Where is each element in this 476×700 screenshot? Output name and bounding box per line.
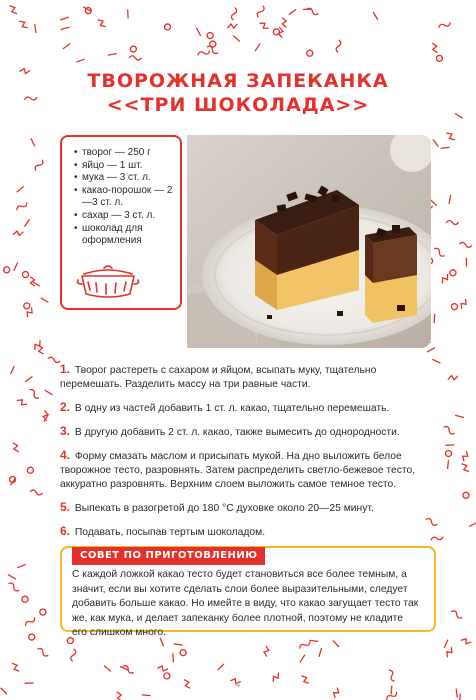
decorative-squiggle <box>63 44 69 49</box>
decorative-squiggle <box>27 633 35 641</box>
step-number: 3. <box>60 424 71 438</box>
step-text: Выпекать в разогретой до 180 °С духовке около 20—25 минут. <box>74 503 374 514</box>
page-number: 4 <box>235 680 241 689</box>
decorative-squiggle <box>104 666 110 671</box>
decorative-squiggle <box>332 688 341 698</box>
decorative-squiggle <box>435 54 443 62</box>
decorative-squiggle <box>231 8 237 21</box>
decorative-squiggle <box>45 390 52 394</box>
decorative-squiggle <box>319 649 321 657</box>
ingredient-item: • сахар — 3 ст. л. <box>74 210 174 223</box>
decorative-squiggle <box>451 303 458 310</box>
ingredients-list <box>74 147 174 248</box>
decorative-squiggle <box>142 695 150 696</box>
decorative-squiggle <box>31 139 35 146</box>
decorative-squiggle <box>70 649 76 661</box>
decorative-squiggle <box>174 644 182 645</box>
decorative-squiggle <box>441 147 449 148</box>
decorative-squiggle <box>445 450 452 457</box>
step-number: 6. <box>60 524 71 538</box>
decorative-squiggle <box>459 299 468 308</box>
decorative-squiggle <box>427 348 434 352</box>
decorative-squiggle <box>433 140 438 146</box>
decorative-squiggle <box>282 18 286 27</box>
decorative-squiggle <box>228 24 237 28</box>
decorative-squiggle <box>306 50 313 57</box>
decorative-squiggle <box>218 664 224 670</box>
decorative-squiggle <box>336 40 341 52</box>
recipe-title-line1: ТВОРОЖНАЯ ЗАПЕКАНКА <box>87 70 389 92</box>
decorative-squiggle <box>431 200 437 206</box>
decorative-squiggle <box>48 357 61 364</box>
decorative-squiggle <box>310 640 318 641</box>
decorative-squiggle <box>22 271 29 278</box>
decorative-squiggle <box>14 263 18 270</box>
decorative-squiggle <box>163 672 171 680</box>
recipe-title-line2: <<ТРИ ШОКОЛАДА>> <box>106 94 370 116</box>
decorative-squiggle <box>438 21 451 29</box>
decorative-squiggle <box>158 665 168 673</box>
decorative-squiggle <box>456 415 464 417</box>
step-item <box>60 448 440 492</box>
decorative-squiggle <box>35 25 36 33</box>
decorative-squiggle <box>34 159 44 171</box>
decorative-squiggle <box>373 13 377 20</box>
decorative-squiggle <box>16 201 28 211</box>
decorative-squiggle <box>462 491 470 499</box>
decorative-squiggle <box>23 302 31 310</box>
decorative-squiggle <box>448 461 449 469</box>
decorative-squiggle <box>445 648 454 657</box>
decorative-squiggle <box>289 10 296 15</box>
decorative-squiggle <box>129 56 141 61</box>
decorative-squiggle <box>306 7 319 15</box>
tip-title: СОВЕТ ПО ПРИГОТОВЛЕНИЮ <box>72 547 265 565</box>
step-text: Творог растереть с сахаром и яйцом, всыпать муку, тщательно перемешать. Разделить массу на три равные части. <box>60 365 377 390</box>
decorative-squiggle <box>17 187 23 192</box>
decorative-squiggle <box>433 43 437 52</box>
decorative-squiggle <box>9 575 16 579</box>
decorative-squiggle <box>37 647 49 657</box>
decorative-squiggle <box>3 266 10 273</box>
decorative-squiggle <box>447 131 454 141</box>
step-item <box>60 524 440 540</box>
decorative-squiggle <box>61 27 69 29</box>
decorative-squiggle <box>459 242 472 248</box>
baking-dish-icon <box>76 256 140 302</box>
step-item <box>60 424 440 440</box>
step-item <box>60 400 440 416</box>
ingredient-item: • творог — 250 г <box>74 147 174 160</box>
decorative-squiggle <box>41 298 48 302</box>
decorative-squiggle <box>24 616 36 627</box>
decorative-squiggle <box>38 345 43 354</box>
step-number: 2. <box>60 400 71 414</box>
step-number: 4. <box>60 448 71 462</box>
decorative-squiggle <box>25 220 29 227</box>
decorative-squiggle <box>163 23 171 31</box>
ingredient-item: • мука — 3 ст. л. <box>74 172 174 185</box>
decorative-squiggle <box>449 269 457 277</box>
step-item <box>60 500 440 516</box>
decorative-squiggle <box>108 54 116 56</box>
decorative-squiggle <box>433 247 445 257</box>
decorative-squiggle <box>11 366 14 373</box>
decorative-squiggle <box>8 582 20 592</box>
decorative-squiggle <box>13 230 23 236</box>
cake-photo <box>187 135 431 348</box>
ingredient-item: • какао-порошок — 2—3 ст. л. <box>74 185 174 210</box>
tip-box <box>60 546 436 638</box>
decorative-squiggle <box>255 44 259 51</box>
decorative-squiggle <box>98 18 105 28</box>
decorative-squiggle <box>29 388 40 399</box>
decorative-squiggle <box>470 523 476 526</box>
decorative-squiggle <box>461 452 470 462</box>
decorative-squiggle <box>13 443 18 452</box>
decorative-squiggle <box>179 649 187 657</box>
decorative-squiggle <box>446 221 458 225</box>
decorative-squiggle <box>443 425 455 435</box>
decorative-squiggle <box>300 655 304 662</box>
step-number: 1. <box>60 362 71 376</box>
decorative-squiggle <box>256 5 265 18</box>
decorative-squiggle <box>129 45 137 53</box>
decorative-squiggle <box>17 398 26 407</box>
ingredient-item: • яйцо — 1 шт. <box>74 160 174 173</box>
decorative-squiggle <box>449 195 451 203</box>
decorative-squiggle <box>456 689 457 697</box>
decorative-squiggle <box>30 489 43 495</box>
step-text: В одну из частей добавить 1 ст. л. какао, тщательно перемешать. <box>74 403 390 414</box>
decorative-squiggle <box>77 59 85 62</box>
ingredient-item: • шоколад для оформления <box>74 223 174 248</box>
decorative-squiggle <box>18 565 25 568</box>
decorative-squiggle <box>197 49 210 57</box>
decorative-squiggle <box>22 596 28 602</box>
decorative-squiggle <box>121 667 128 670</box>
decorative-squiggle <box>263 646 270 656</box>
decorative-squiggle <box>234 36 240 41</box>
decorative-squiggle <box>206 32 214 40</box>
decorative-squiggle <box>333 641 338 647</box>
decorative-squiggle <box>462 463 468 473</box>
decorative-squiggle <box>444 640 447 647</box>
decorative-squiggle <box>1 688 7 694</box>
step-item <box>60 362 440 392</box>
decorative-squiggle <box>451 610 463 620</box>
step-number: 5. <box>60 500 71 514</box>
decorative-squiggle <box>260 21 268 31</box>
decorative-squiggle <box>39 608 47 616</box>
decorative-squiggle <box>27 467 34 474</box>
decorative-squiggle <box>12 662 18 672</box>
decorative-squiggle <box>10 5 16 15</box>
step-text: В другую добавить 2 ст. л. какао, также вымесить до однородности. <box>74 427 400 438</box>
decorative-squiggle <box>460 694 461 700</box>
decorative-squiggle <box>440 275 450 283</box>
decorative-squiggle <box>117 692 122 700</box>
decorative-squiggle <box>197 28 201 35</box>
decorative-squiggle <box>448 375 457 380</box>
decorative-squiggle <box>61 17 69 19</box>
decorative-squiggle <box>20 20 27 30</box>
steps-list <box>60 362 440 548</box>
decorative-squiggle <box>299 640 311 650</box>
decorative-squiggle <box>26 377 32 382</box>
step-text: Форму смазать маслом и присыпать мукой. На дно выложить белое творожное тесто, разровнять. Затем распределить светло-бежевое тесто, аккуратно разровнять. Верхним слоем выложить самое темное тесто. <box>60 451 416 490</box>
decorative-squiggle <box>461 637 471 645</box>
tip-text: С каждой ложкой какао тесто будет становиться все более темным, а значит, если вы хотите сделать слои более выразительными, следует добавить больше какао. Но имейте в виду, что какао загущает тесто так же, как мука, и делает запеканку более плотной, поэтому не кладите его слишком много. <box>72 569 419 638</box>
step-text: Подавать, посыпав тертым шоколадом. <box>74 527 266 538</box>
decorative-squiggle <box>8 475 16 483</box>
